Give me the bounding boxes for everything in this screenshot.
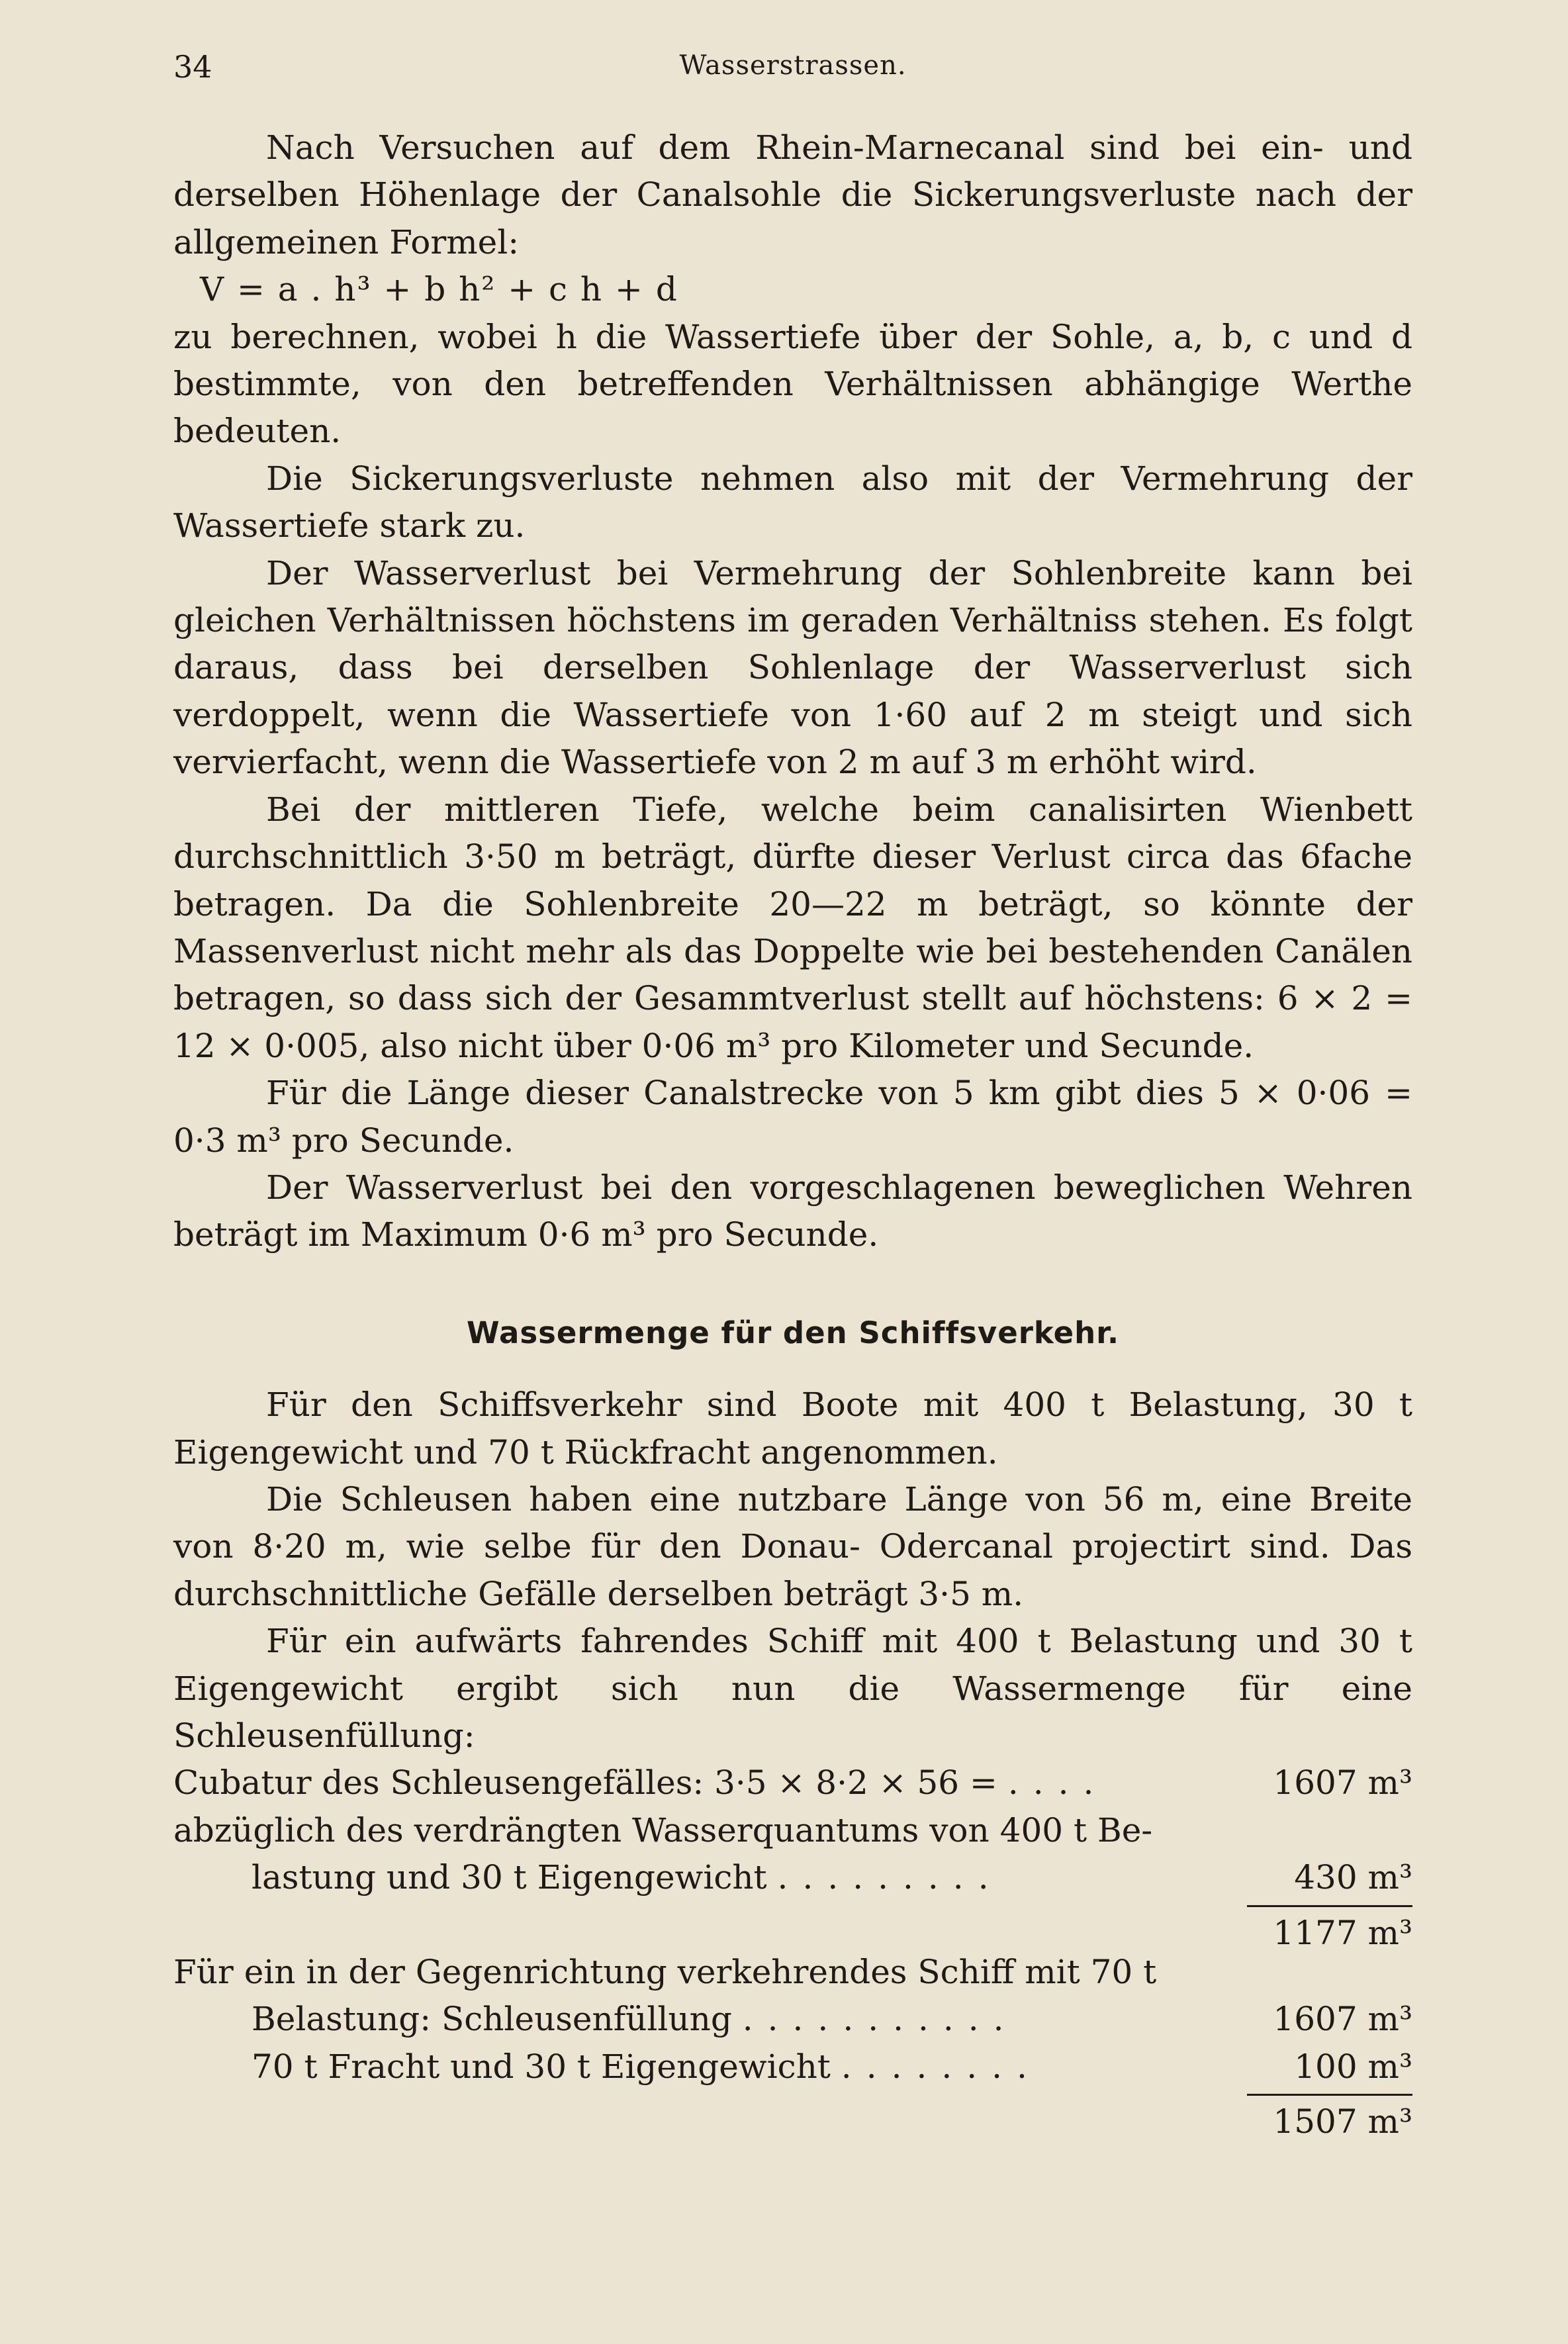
- calc-value: 1607 m³: [1273, 2000, 1412, 2039]
- paragraph-locks: Die Schleusen haben eine nutzbare Länge von 56 m, eine Breite von 8·20 m, wie selbe für den Donau- Odercanal projectirt sind. Das durchschnittliche Gefälle derselben beträgt 3·5 m.: [173, 1479, 1412, 1613]
- page-header: [173, 46, 1412, 93]
- running-title: Wasserstrassen.: [679, 50, 907, 81]
- calc-label: Für ein in der Gegenrichtung verkehrendes Schiff mit 70 t: [173, 1952, 1157, 1991]
- calc-label: lastung und 30 t Eigengewicht .........: [252, 1858, 1003, 1897]
- paragraph-formula-explanation: zu berechnen, wobei h die Wassertiefe über der Sohle, a, b, c und d bestimmte, von den betreffenden Verhältnissen abhängige Werthe bedeuten.: [173, 317, 1412, 451]
- page-body: [173, 124, 1412, 2141]
- paragraph-seepage-increase: Die Sickerungsverluste nehmen also mit der Vermehrung der Wassertiefe stark zu.: [173, 459, 1412, 545]
- paragraph-canal-length: Für die Länge dieser Canalstrecke von 5 km gibt dies 5 × 0·06 = 0·3 m³ pro Secunde.: [173, 1074, 1412, 1160]
- calc-row: [173, 1854, 1412, 1901]
- calc-row: [173, 1759, 1412, 1806]
- calc-value: 1607 m³: [1273, 1763, 1412, 1803]
- book-page: [173, 46, 1412, 2141]
- paragraph-upstream-ship: Für ein aufwärts fahrendes Schiff mit 400 t Belastung und 30 t Eigengewicht ergibt sich nun die Wassermenge für eine Schleusenfüllung:: [173, 1622, 1412, 1755]
- paragraph-weir-loss: Der Wasserverlust bei den vorgeschlagenen beweglichen Wehren beträgt im Maximum 0·6 m³ pro Secunde.: [173, 1168, 1412, 1254]
- calc-row: [173, 2043, 1412, 2090]
- calc-label: Cubatur des Schleusengefälles: 3·5 × 8·2 × 56 = ....: [173, 1763, 1109, 1803]
- calc-value: 430 m³: [1227, 1854, 1412, 1901]
- seepage-formula: V = a . h³ + b h² + c h + d: [200, 270, 678, 309]
- calculation-upstream: [173, 1759, 1412, 1952]
- section-heading: Wassermenge für den Schiffsverkehr.: [466, 1315, 1120, 1350]
- calc-total-row: [173, 2090, 1412, 2141]
- calc-label: Belastung: Schleusenfüllung ...........: [252, 2000, 1019, 2039]
- calc-value: 100 m³: [1227, 2043, 1412, 2090]
- paragraph-boats: Für den Schiffsverkehr sind Boote mit 400 t Belastung, 30 t Eigengewicht und 70 t Rückfracht angenommen.: [173, 1385, 1412, 1472]
- calc-row: [173, 1996, 1412, 2043]
- calc-row: [173, 1949, 1412, 1996]
- paragraph-mean-depth: Bei der mittleren Tiefe, welche beim canalisirten Wienbett durchschnittlich 3·50 m beträgt, dürfte dieser Verlust circa das 6fache betragen. Da die Sohlenbreite 20—22 m beträgt, so könnte der Massenverlust nicht mehr als das Doppelte wie bei bestehenden Canälen betragen, so dass sich der Gesammtverlust stellt auf höchstens: 6 × 2 = 12 × 0·005, also nicht über 0·06 m³ pro Kilometer und Secunde.: [173, 790, 1412, 1065]
- page-number: 34: [173, 49, 212, 85]
- calc-total-row: [173, 1902, 1412, 1952]
- calc-total: 1507 m³: [1273, 2102, 1412, 2141]
- calc-label: abzüglich des verdrängten Wasserquantums von 400 t Be-: [173, 1810, 1153, 1850]
- calc-label: 70 t Fracht und 30 t Eigengewicht ........: [252, 2047, 1042, 2086]
- paragraph-bed-width: Der Wasserverlust bei Vermehrung der Sohlenbreite kann bei gleichen Verhältnissen höchstens im geraden Verhältniss stehen. Es folgt daraus, dass bei derselben Sohlenlage der Wasserverlust sich verdoppelt, wenn die Wassertiefe von 1·60 auf 2 m steigt und sich vervierfacht, wenn die Wassertiefe von 2 m auf 3 m erhöht wird.: [173, 553, 1412, 782]
- calc-total: 1177 m³: [1273, 1913, 1412, 1952]
- calc-row: [173, 1807, 1412, 1854]
- calculation-downstream: [173, 1949, 1412, 2141]
- paragraph-rhein-marnecanal: Nach Versuchen auf dem Rhein-Marnecanal sind bei ein- und derselben Höhenlage der Canalsohle die Sickerungsverluste nach der allgemeinen Formel:: [173, 128, 1412, 261]
